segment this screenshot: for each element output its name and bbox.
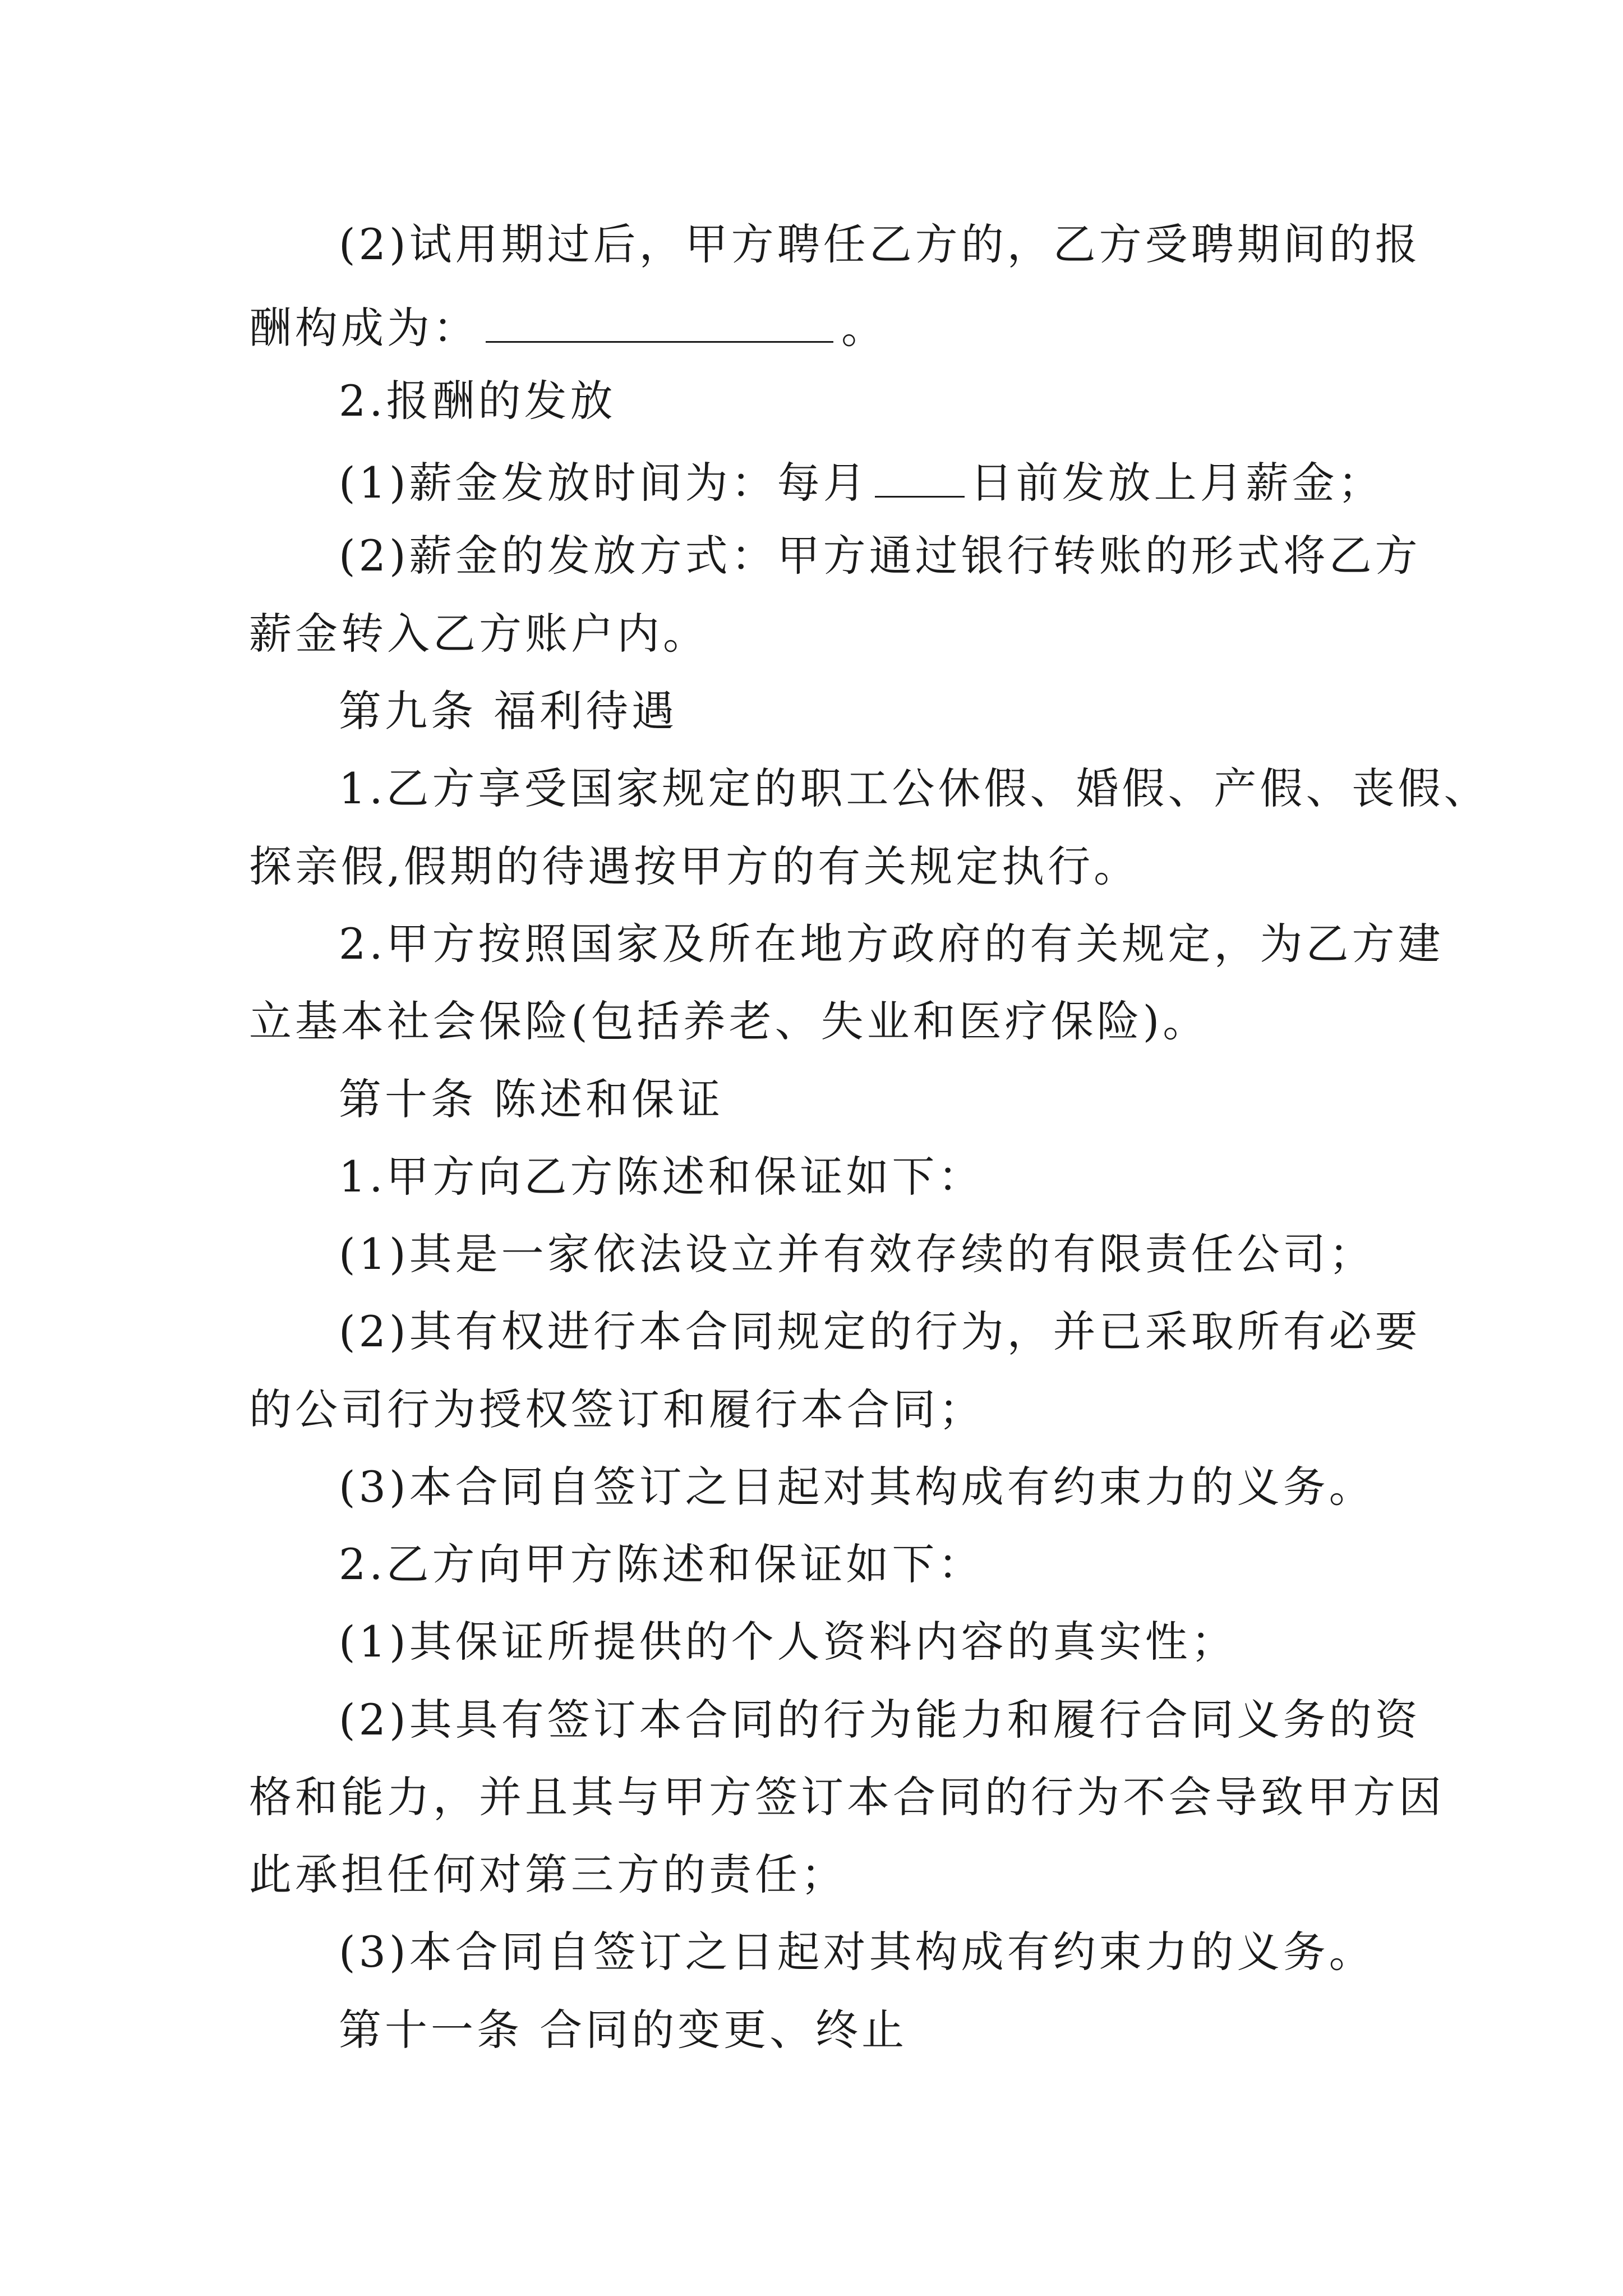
article-heading: 第九条 福利待遇 (339, 686, 678, 736)
paragraph-line: (3)本合同自签订之日起对其构成有约束力的义务。 (339, 1462, 1375, 1512)
article-heading: 第十条 陈述和保证 (339, 1074, 724, 1124)
paragraph-line: (2)试用期过后，甲方聘任乙方的，乙方受聘期间的报 (339, 219, 1421, 269)
paragraph-line: 1.乙方享受国家规定的职工公休假、婚假、产假、丧假、 (339, 763, 1490, 813)
paragraph-line: 探亲假,假期的待遇按甲方的有关规定执行。 (249, 841, 1140, 891)
paragraph-line: 的公司行为授权签订和履行本合同； (249, 1384, 985, 1434)
paragraph-line: 薪金转入乙方账户内。 (249, 609, 709, 659)
paragraph-line: 此承担任何对第三方的责任； (249, 1849, 847, 1899)
paragraph-line: 立基本社会保险(包括养老、失业和医疗保险)。 (249, 996, 1209, 1046)
paragraph-line: (2)其具有签订本合同的行为能力和履行合同义务的资 (339, 1695, 1421, 1745)
paragraph-line: (1)其是一家依法设立并有效存续的有限责任公司； (339, 1229, 1375, 1279)
fill-in-blank (875, 457, 965, 498)
paragraph-line: 格和能力，并且其与甲方签订本合同的行为不会导致甲方因 (249, 1772, 1445, 1822)
paragraph-line: 1.甲方向乙方陈述和保证如下： (339, 1152, 984, 1202)
paragraph-line: (3)本合同自签订之日起对其构成有约束力的义务。 (339, 1927, 1375, 1977)
paragraph-line: 2.甲方按照国家及所在地方政府的有关规定，为乙方建 (339, 919, 1444, 969)
article-heading: 第十一条 合同的变更、终止 (339, 2005, 908, 2055)
paragraph-line: (1)其保证所提供的个人资料内容的真实性； (339, 1617, 1237, 1667)
paragraph-line: (2)薪金的发放方式：甲方通过银行转账的形式将乙方 (339, 531, 1421, 581)
paragraph-line: (2)其有权进行本合同规定的行为，并已采取所有必要 (339, 1306, 1421, 1356)
fill-in-blank (486, 302, 833, 343)
section-heading: 2.报酬的发放 (339, 376, 616, 426)
paragraph-line: 2.乙方向甲方陈述和保证如下： (339, 1539, 984, 1589)
paragraph-line: (1)薪金发放时间为：每月 日前发放上月薪金； (339, 458, 1384, 508)
paragraph-line: 酬构成为： 。 (249, 303, 887, 353)
